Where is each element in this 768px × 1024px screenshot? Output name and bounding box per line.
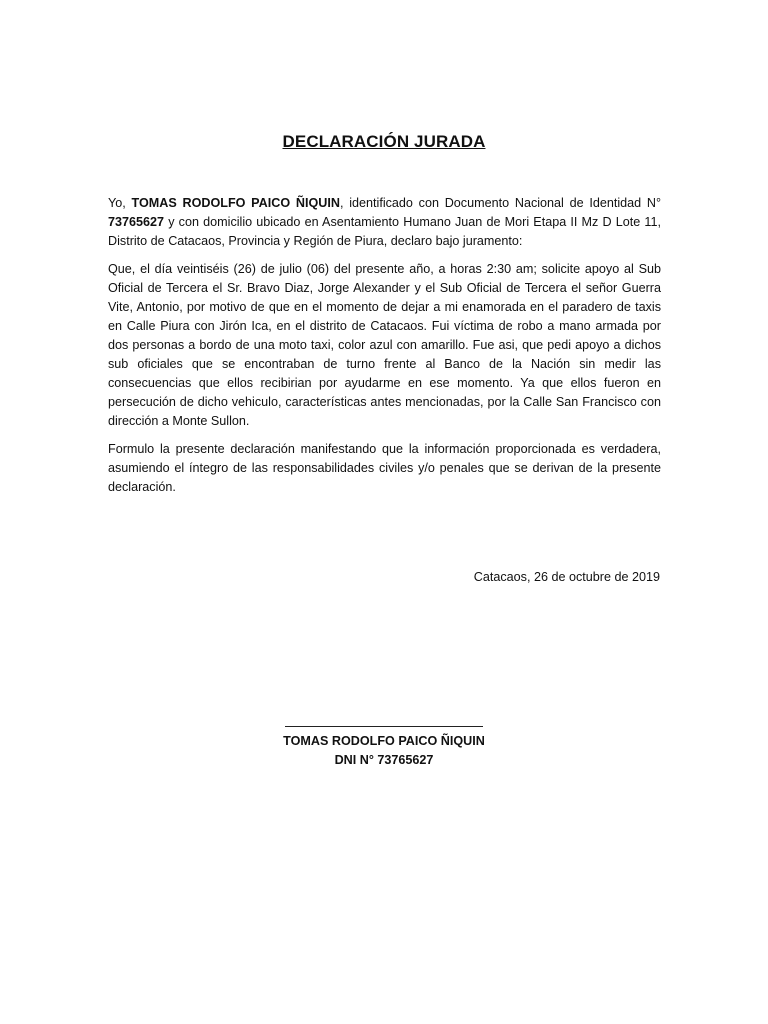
document-body <box>108 194 661 506</box>
paragraph-identity-text2: y con domicilio ubicado en Asentamiento Humano Juan de Mori Etapa II Mz D Lote 11, Distrito de Catacaos, Provincia y Región de Piura, declaro bajo juramento: <box>108 215 661 248</box>
signature-line <box>285 726 483 727</box>
signature-name: TOMAS RODOLFO PAICO ÑIQUIN <box>283 734 485 748</box>
signature-dni: DNI N° 73765627 <box>334 753 434 767</box>
paragraph-intro: Yo, <box>108 196 132 210</box>
signature-block <box>0 714 768 770</box>
paragraph-identity-text1: , identificado con Documento Nacional de Identidad N° <box>339 196 662 210</box>
declarant-name: TOMAS RODOLFO PAICO ÑIQUIN <box>131 196 340 210</box>
document-title: DECLARACIÓN JURADA <box>282 132 486 151</box>
paragraph-statement: Formulo la presente declaración manifestando que la información proporcionada es verdadera, asumiendo el íntegro de las responsabilidades civiles y/o penales que se derivan de la presente declaración. <box>108 442 661 494</box>
paragraph-facts: Que, el día veintiséis (26) de julio (06) del presente año, a horas 2:30 am; solicite apoyo al Sub Oficial de Tercera el Sr. Bravo Diaz, Jorge Alexander y el Sub Oficial de Tercera el señor Guerra Vite, Antonio, por motivo de que en el momento de dejar a mi enamorada en el paradero de taxis en Calle Piura con Jirón Ica, en el distrito de Catacaos. Fui víctima de robo a mano armada por dos personas a bordo de una moto taxi, color azul con amarillo. Fue asi, que pedi apoyo a dichos sub oficiales que se encontraban de turno frente al Banco de la Nación sin medir las consecuencias que ellos recibirian por ayudarme en ese momento. Ya que ellos fueron en persecución de dicho vehiculo, características antes mencionadas, por la Calle San Francisco con dirección a Monte Sullon. <box>108 262 661 428</box>
paragraph-identity <box>108 194 661 251</box>
place-date: Catacaos, 26 de octubre de 2019 <box>473 570 660 584</box>
declarant-dni: 73765627 <box>108 215 165 229</box>
signature-line-wrap <box>0 714 768 732</box>
